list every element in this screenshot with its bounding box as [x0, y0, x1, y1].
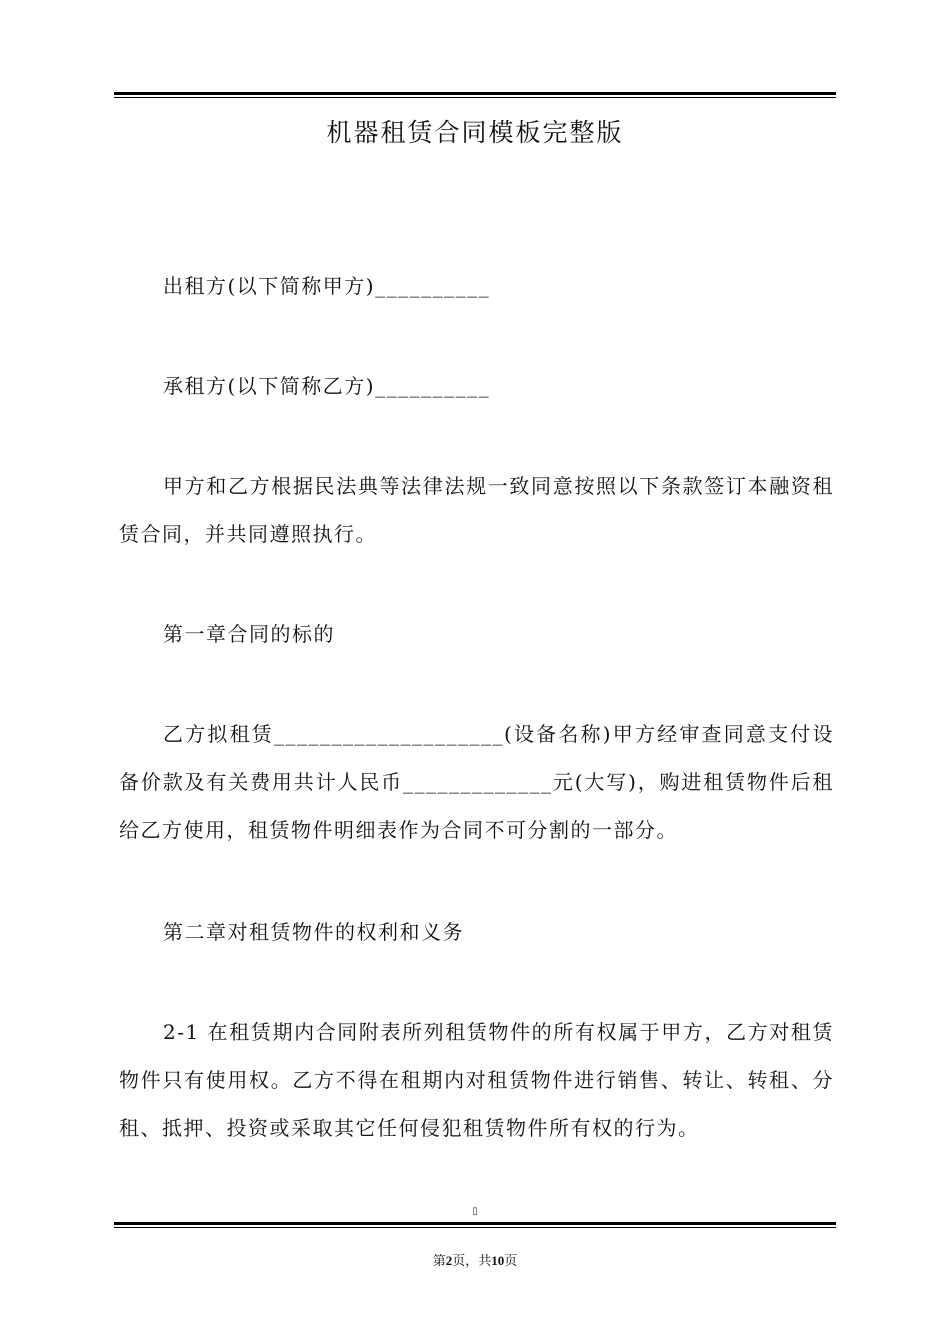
page-prefix: 第	[432, 1253, 446, 1268]
total-pages: 10	[491, 1253, 505, 1268]
chapter-heading-1: 第一章合同的标的	[163, 622, 335, 646]
paragraph-subject: 乙方拟租赁____________________(设备名称)甲方经审查同意支付设备价款及有关费用共计人民币_____________元(大写)，购进租赁物件后租给乙方使用，租赁物件明细表作为合同不可分割的一部分。	[119, 722, 834, 842]
page-marker: ▯	[472, 1206, 478, 1217]
paragraph-intro: 甲方和乙方根据民法典等法律法规一致同意按照以下条款签订本融资租赁合同，并共同遵照执行。	[119, 474, 834, 546]
current-page: 2	[445, 1253, 453, 1268]
paragraph-lessor: 出租方(以下简称甲方)__________	[163, 274, 491, 298]
header-rule	[114, 92, 836, 98]
paragraph-lessee: 承租方(以下简称乙方)__________	[163, 374, 491, 398]
chapter-heading-2: 第二章对租赁物件的权利和义务	[163, 920, 464, 944]
page-number	[0, 1250, 950, 1269]
footer-rule	[114, 1222, 836, 1228]
page-suffix: 页	[504, 1253, 518, 1268]
paragraph-clause-2-1: 2-1 在租赁期内合同附表所列租赁物件的所有权属于甲方，乙方对租赁物件只有使用权。乙方不得在租期内对租赁物件进行销售、转让、转租、分租、抵押、投资或采取其它任何侵犯租赁物件所有权的行为。	[119, 1020, 834, 1140]
page-middle: 页，共	[452, 1253, 492, 1268]
document-title: 机器租赁合同模板完整版	[326, 118, 624, 147]
